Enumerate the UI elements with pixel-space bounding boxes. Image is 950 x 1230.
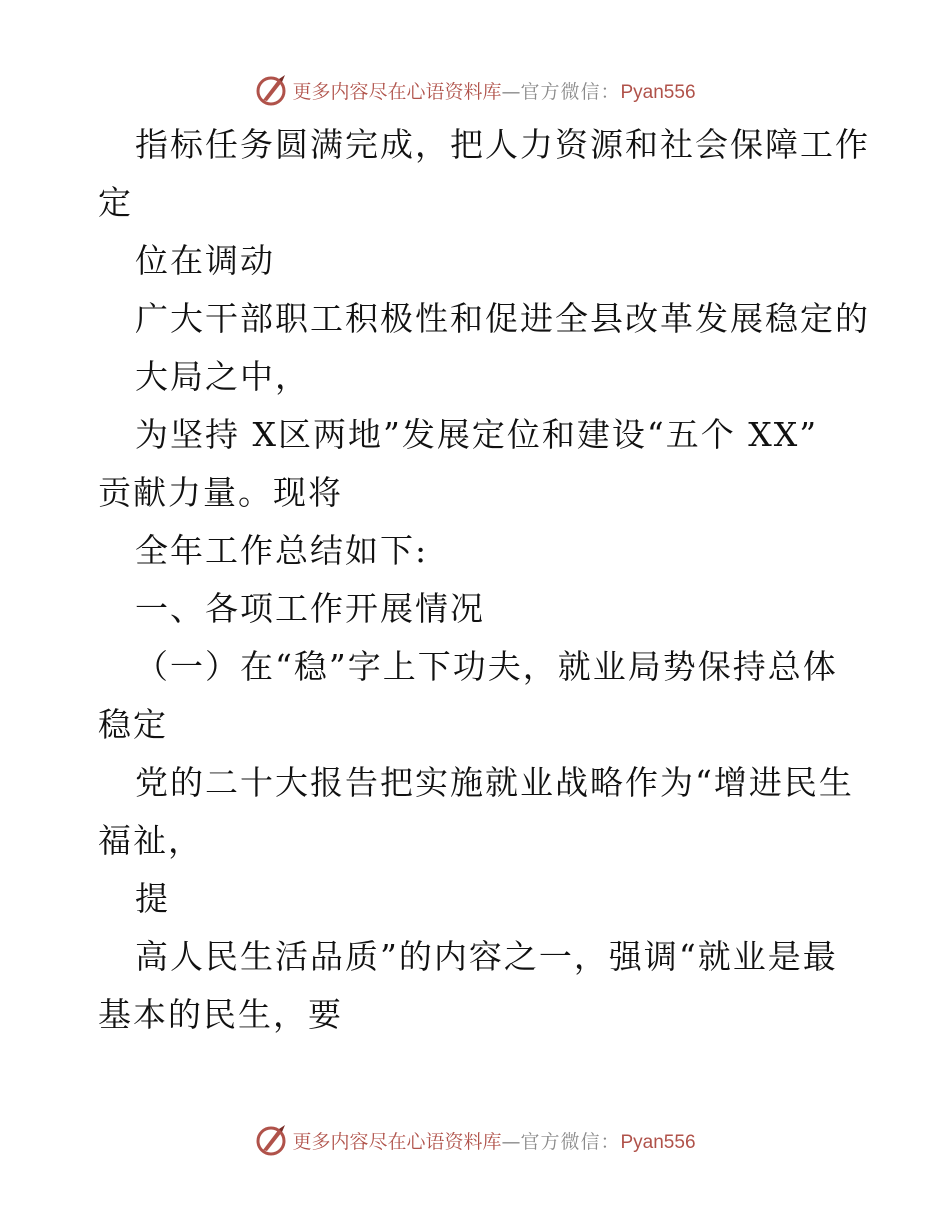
header-watermark-banner — [0, 70, 950, 110]
text-line: 基本的民生，要 — [98, 995, 343, 1034]
text-line: 一、各项工作开展情况 — [135, 589, 485, 628]
text-line: （一）在“稳”字上下功夫，就业局势保持总体 — [135, 647, 838, 686]
banner-promo-text: 更多内容尽在心语资料库 — [292, 80, 502, 103]
quill-logo-icon — [254, 1123, 288, 1157]
text-line: 位在调动 — [135, 241, 275, 280]
banner-promo-text: 更多内容尽在心语资料库 — [292, 1130, 502, 1153]
text-line: 党的二十大报告把实施就业战略作为“增进民生 — [135, 763, 854, 802]
text-line: 高人民生活品质”的内容之一，强调“就业是最 — [135, 937, 838, 976]
text-line: 贡献力量。现将 — [98, 473, 343, 512]
banner-wechat-label: 官方微信： — [520, 1130, 621, 1153]
text-line: 定 — [98, 183, 133, 222]
banner-separator: — — [501, 80, 521, 103]
text-line: 广大干部职工积极性和促进全县改革发展稳定的 — [135, 299, 870, 338]
banner-wechat-id: Pyan556 — [620, 1131, 696, 1153]
banner-text — [292, 77, 695, 104]
footer-watermark-banner — [0, 1120, 950, 1160]
quill-logo-icon — [254, 73, 288, 107]
document-body — [98, 116, 870, 1044]
text-line: 为坚持 X区两地”发展定位和建设“五个 XX” — [135, 415, 819, 454]
text-line: 指标任务圆满完成，把人力资源和社会保障工作 — [135, 125, 870, 164]
text-line: 全年工作总结如下: — [135, 531, 429, 570]
banner-text — [292, 1127, 695, 1154]
text-line: 福祉， — [98, 821, 203, 860]
banner-separator: — — [501, 1130, 521, 1153]
text-line: 提 — [135, 879, 170, 918]
banner-wechat-label: 官方微信： — [520, 80, 621, 103]
text-line: 大局之中， — [135, 357, 310, 396]
banner-wechat-id: Pyan556 — [620, 81, 696, 103]
text-line: 稳定 — [98, 705, 168, 744]
